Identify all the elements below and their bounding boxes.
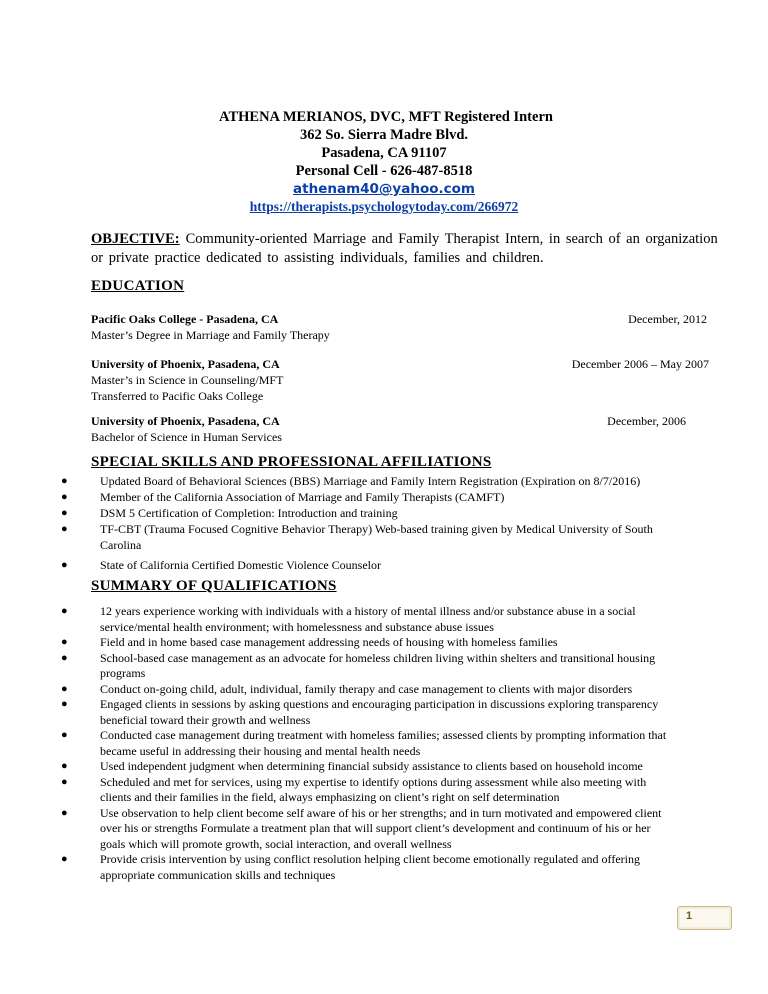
degree-detail: Transferred to Pacific Oaks College (91, 389, 264, 403)
list-item: ● Used independent judgment when determining financial subsidy assistance to clients based on household income (61, 759, 643, 773)
bullet-icon: ● (61, 475, 68, 487)
bullet-icon: ● (61, 775, 68, 788)
bullet-icon: ● (61, 760, 68, 772)
bullet-icon: ● (61, 853, 68, 865)
degree-detail: Master’s Degree in Marriage and Family Therapy (91, 328, 330, 342)
degree-detail: Master’s in Science in Counseling/MFT (91, 373, 284, 387)
street-address: 362 So. Sierra Madre Blvd. (299, 127, 469, 143)
list-item: ● DSM 5 Certification of Completion: Introduction and training (61, 506, 398, 520)
list-item: ● Use observation to help client become self aware of his or her strengths; and in turn motivated and empowered client over his or strengths Formulate a treatment plan that will support client’s development and continuum of his or her goals which will promote growth, social interaction, and overall wellness (61, 805, 662, 851)
list-item: ● State of California Certified Domestic Violence Counselor (61, 558, 381, 572)
bullet-icon: ● (61, 559, 68, 571)
objective-section (91, 230, 721, 268)
bullet-icon: ● (61, 682, 68, 695)
education-date: December, 2012 (628, 312, 707, 326)
list-item: ● Conduct on-going child, adult, individual, family therapy and case management to clients with major disorders (61, 681, 633, 696)
education-heading: EDUCATION (91, 278, 185, 294)
education-date: December, 2006 (607, 414, 686, 428)
objective-label: OBJECTIVE: (91, 231, 180, 247)
education-entry (91, 311, 711, 343)
list-item: ● TF-CBT (Trauma Focused Cognitive Behavior Therapy) Web-based training given by Medical University of South Carolina (61, 522, 653, 552)
school-name: University of Phoenix, Pasadena, CA (91, 357, 280, 371)
bullet-icon: ● (61, 729, 68, 741)
bullet-icon: ● (61, 507, 68, 519)
education-date: December 2006 – May 2007 (571, 357, 709, 371)
bullet-icon: ● (61, 636, 68, 648)
list-item: ● Engaged clients in sessions by asking questions and encouraging participation in discussions exploring transparency beneficial toward their growth and wellness (61, 697, 659, 727)
list-item: ● Member of the California Association of Marriage and Family Therapists (CAMFT) (61, 490, 505, 504)
city-state-zip: Pasadena, CA 91107 (321, 145, 447, 161)
bullet-icon: ● (61, 698, 68, 710)
list-item: ● Conducted case management during treatment with homeless families; assessed clients by prompting information that became useful in addressing their housing and mental health needs (61, 728, 667, 758)
resume-header (0, 108, 768, 216)
list-item: ● Provide crisis intervention by using conflict resolution helping client become emotionally regulated and offering appropriate communication skills and techniques (61, 852, 640, 882)
skills-list (0, 474, 768, 574)
bullet-icon: ● (61, 651, 68, 664)
email-link[interactable]: athenam40@yahoo.com (293, 181, 475, 197)
phone-number: Personal Cell - 626-487-8518 (295, 163, 473, 179)
profile-url-link[interactable]: https://therapists.psychologytoday.com/266972 (249, 199, 519, 214)
candidate-name: ATHENA MERIANOS, DVC, MFT Registered Intern (219, 109, 553, 125)
list-item: ● School-based case management as an advocate for homeless children living within shelters and transitional housing programs (61, 650, 656, 680)
qualifications-heading: SUMMARY OF QUALIFICATIONS (91, 578, 337, 594)
list-item: ● Updated Board of Behavioral Sciences (BBS) Marriage and Family Intern Registration (Expiration on 8/7/2016) (61, 474, 641, 488)
page-number-badge (677, 906, 732, 930)
list-item: ● Scheduled and met for services, using my expertise to identify options during assessment while also meeting with clients and their families in the field, always emphasizing on client’s right on self determination (61, 774, 647, 804)
bullet-icon: ● (61, 806, 68, 819)
degree-detail: Bachelor of Science in Human Services (91, 430, 282, 444)
bullet-icon: ● (61, 523, 68, 535)
list-item: ● Field and in home based case management addressing needs of housing with homeless families (61, 635, 558, 649)
education-entry (91, 356, 711, 404)
school-name: Pacific Oaks College - Pasadena, CA (91, 312, 279, 326)
school-name: University of Phoenix, Pasadena, CA (91, 414, 280, 428)
bullet-icon: ● (61, 491, 68, 503)
list-item: ● 12 years experience working with individuals with a history of mental illness and/or substance abuse in a social service/mental health environment; with homelessness and substance abuse issues (61, 604, 636, 634)
objective-text: Community-oriented Marriage and Family Therapist Intern, in search of an organization or private practice dedicated to assisting individuals, families and children. (91, 231, 718, 266)
bullet-icon: ● (61, 605, 68, 617)
skills-heading: SPECIAL SKILLS AND PROFESSIONAL AFFILIATIONS (91, 454, 492, 470)
page-number: 1 (686, 910, 693, 922)
education-entry (91, 413, 711, 445)
qualifications-list (0, 604, 768, 883)
